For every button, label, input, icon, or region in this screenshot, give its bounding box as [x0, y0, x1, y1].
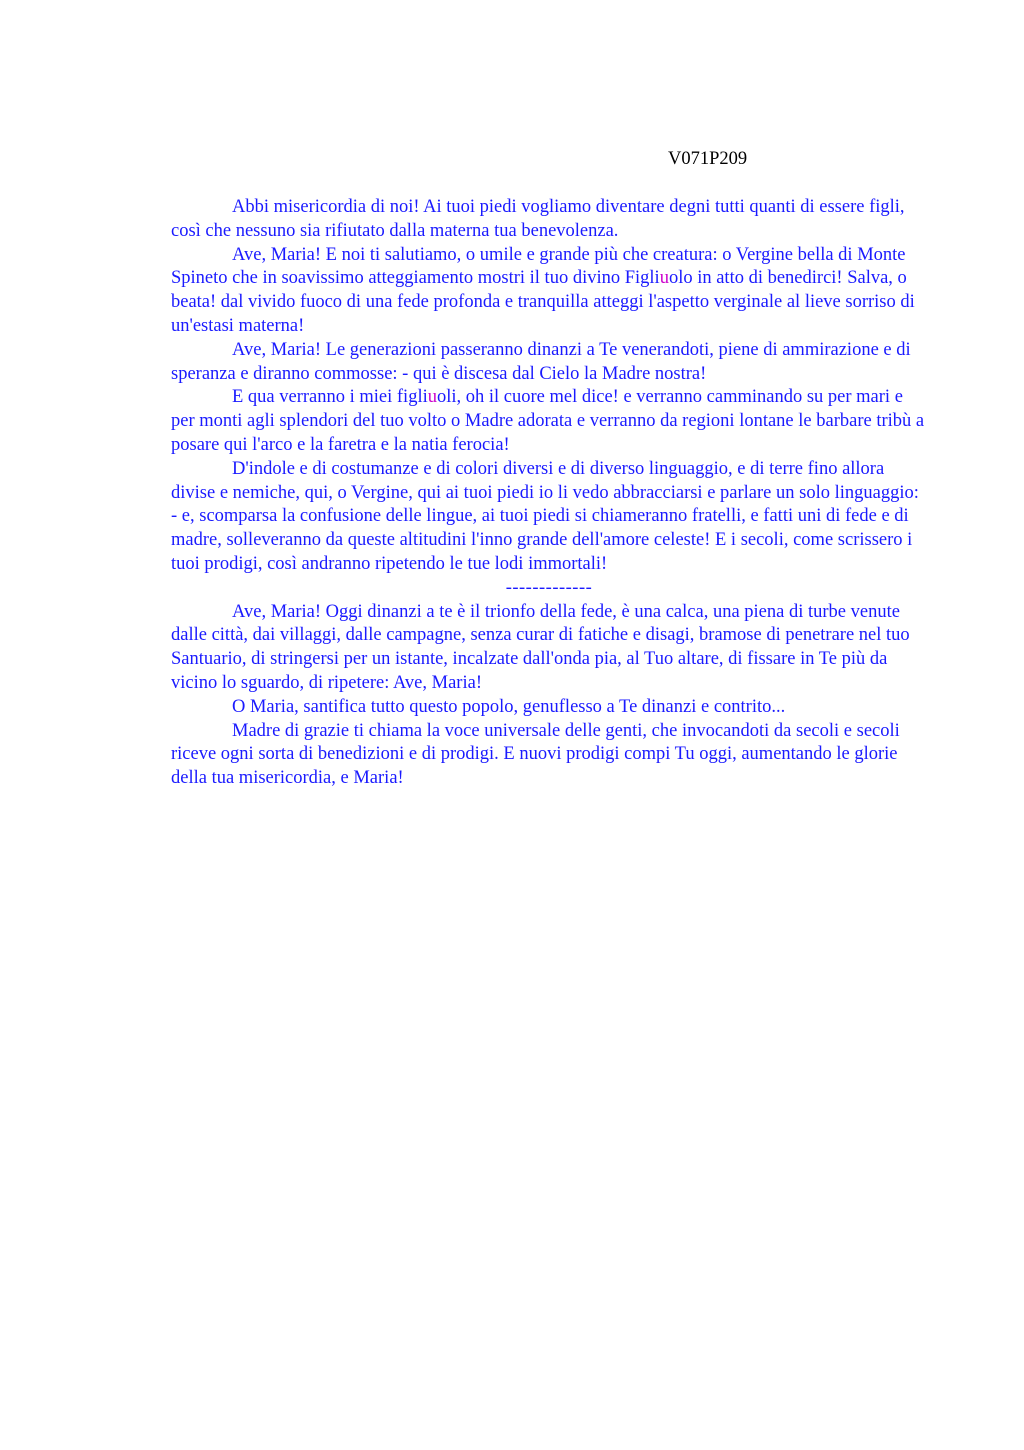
- paragraph-2-part-1: Ave, Maria! E noi ti salutiamo, o umile e grande più che creatura: o Vergine bella di Monte Spineto che in soavissimo atteggiamento mostri il tuo divino Figli: [171, 244, 906, 289]
- paragraph-8: Madre di grazie ti chiama la voce universale delle genti, che invocandoti da secoli e secoli riceve ogni sorta di benedizioni e di prodigi. E nuovi prodigi compi Tu oggi, aumentando le glorie della tua misericordia, e Maria!: [171, 720, 900, 789]
- highlighted-letter: u: [659, 268, 669, 289]
- paragraph-4: [171, 386, 927, 457]
- paragraph-5: D'indole e di costumanze e di colori diversi e di diverso linguaggio, e di terre fino allora divise e nemiche, qui, o Vergine, qui ai tuoi piedi io li vedo abbracciarsi e parlare un solo linguaggio: - e, scomparsa la confusione delle lingue, ai tuoi piedi si chiameranno fratelli, e fatti uni di fede e di madre, solleveranno da queste altitudini l'inno grande dell'amore celeste! E i secoli, come scrissero i tuoi prodigi, così andranno ripetendo le tue lodi immortali!: [171, 458, 919, 574]
- paragraph-4-part-1: E qua verranno i miei figli: [232, 387, 428, 408]
- paragraph-2: [171, 244, 927, 339]
- paragraph-2-part-2: olo in atto di benedirci! Salva, o beata! dal vivido fuoco di una fede profonda e tranquilla atteggi l'aspetto verginale al lieve sorriso di un'estasi materna!: [171, 268, 915, 336]
- page-code: V071P209: [668, 149, 748, 169]
- paragraph-1: Abbi misericordia di noi! Ai tuoi piedi vogliamo diventare degni tutti quanti di essere figli, così che nessuno sia rifiutato dalla materna tua benevolenza.: [171, 197, 905, 241]
- paragraph-4-part-2: oli, oh il cuore mel dice! e verranno camminando su per mari e per monti agli splendori del tuo volto o Madre adorata e verranno da regioni lontane le barbare tribù a posare qui l'arco e la faretra e la natia ferocia!: [171, 387, 925, 455]
- highlighted-letter: u: [427, 387, 437, 408]
- paragraph-6: Ave, Maria! Oggi dinanzi a te è il trionfo della fede, è una calca, una piena di turbe venute dalle città, dai villaggi, dalle campagne, senza curar di fatiche e disagi, bramose di penetrare nel tuo Santuario, di stringersi per un istante, incalzate dall'onda pia, al Tuo altare, di fissare in Te più da vicino lo sguardo, di ripetere: Ave, Maria!: [171, 601, 910, 693]
- paragraph-3: Ave, Maria! Le generazioni passeranno dinanzi a Te venerandoti, piene di ammirazione e di speranza e diranno commosse: - qui è discesa dal Cielo la Madre nostra!: [171, 339, 911, 384]
- paragraph-7: O Maria, santifica tutto questo popolo, genuflesso a Te dinanzi e contrito...: [232, 696, 786, 717]
- section-divider: -------------: [505, 577, 593, 598]
- text-body: [171, 196, 927, 791]
